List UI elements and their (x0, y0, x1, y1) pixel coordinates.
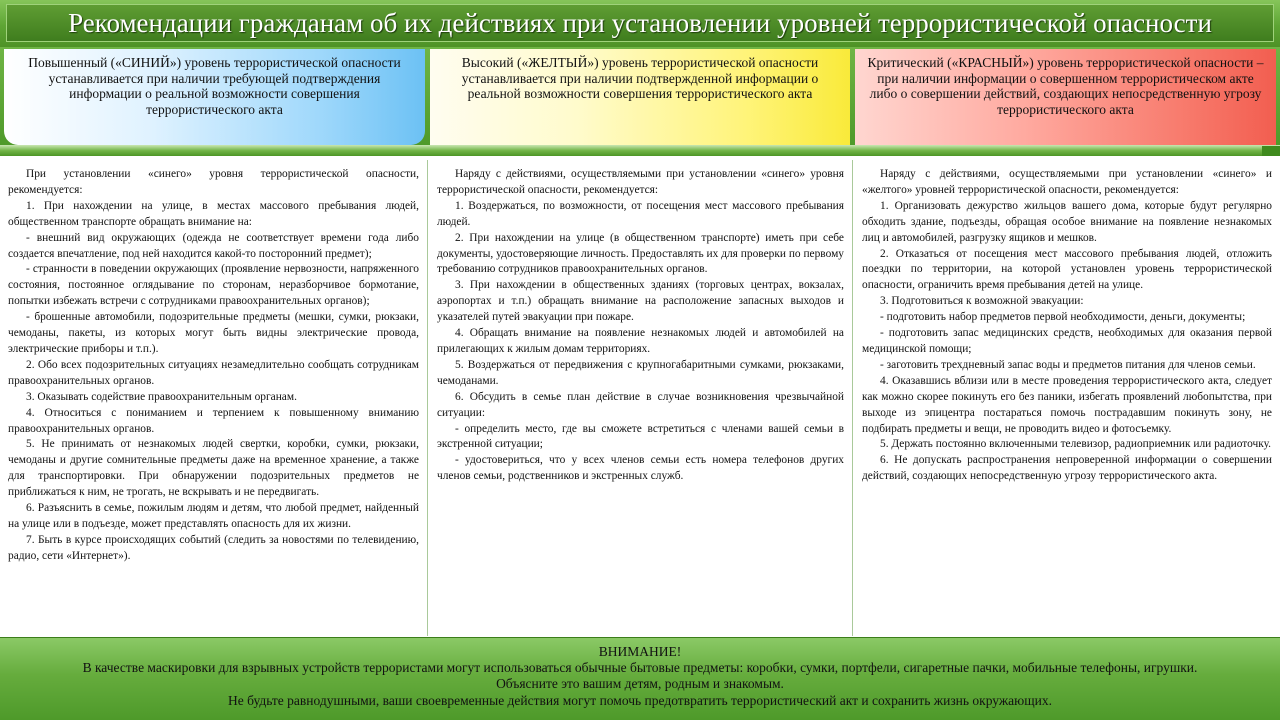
paragraph: 1. Организовать дежурство жильцов вашего дома, которые будут регулярно обходить здание, подъезды, обращая особое внимание на появление незнакомых лиц и автомобилей, разгрузку ящиков и мешков. (862, 199, 1272, 244)
column-red-recommendations (854, 160, 1280, 636)
column-blue-recommendations (0, 160, 428, 636)
warning-panel (0, 637, 1280, 720)
paragraph: Наряду с действиями, осуществляемыми при установлении «синего» уровня террористической опасности, рекомендуется: (437, 168, 844, 196)
paragraph: 5. Не принимать от незнакомых людей свертки, коробки, сумки, рюкзаки, чемоданы и другие сомнительные предметы даже на временное хранение, а также для транспортировки. При обнаружении подозрительных предметов не приближаться к ним, не трогать, не вскрывать и не передвигать. (8, 438, 419, 499)
paragraph: 3. Подготовиться к возможной эвакуации: (880, 295, 1084, 308)
paragraph: 2. Отказаться от посещения мест массового пребывания людей, отложить поездки по территории, на которой установлен уровень террористической опасности, ограничить время пребывания детей на улице. (862, 247, 1272, 292)
paragraph: 2. При нахождении на улице (в общественном транспорте) иметь при себе документы, удостоверяющие личность. Предоставлять их для проверки по первому требованию сотрудников правоохранительных органов. (437, 231, 844, 276)
separator-corner (1262, 146, 1280, 156)
paragraph: 3. При нахождении в общественных зданиях (торговых центрах, вокзалах, аэропортах и т.п.) обращать внимание на расположение запасных выходов и указателей путей эвакуации при пожаре. (437, 279, 844, 324)
paragraph: - удостовериться, что у всех членов семьи есть номера телефонов других членов семьи, родственников и экстренных служб. (437, 454, 844, 483)
page-title: Рекомендации гражданам об их действиях при установлении уровней террористической опасности (6, 4, 1274, 42)
paragraph: 5. Воздержаться от передвижения с крупногабаритными сумками, рюкзаками, чемоданами. (437, 358, 844, 387)
paragraph: 4. Относиться с пониманием и терпением к повышенному вниманию правоохранительных органов. (8, 406, 419, 435)
title-band (0, 0, 1280, 47)
paragraph: 3. Оказывать содействие правоохранительным органам. (26, 390, 297, 403)
paragraph: - брошенные автомобили, подозрительные предметы (мешки, сумки, рюкзаки, чемоданы, пакеты, из которых могут быть видны электрические провода, электрические приборы и т.п.). (8, 311, 419, 355)
level-blue-description: Повышенный («СИНИЙ») уровень террористической опасности устанавливается при наличии требующей подтверждения информации о реальной возможности совершения террористического акта (4, 49, 425, 145)
separator-strip (0, 145, 1280, 156)
column-yellow-recommendations (429, 160, 853, 636)
paragraph: 1. Воздержаться, по возможности, от посещения мест массового пребывания людей. (437, 199, 844, 228)
paragraph: 4. Обращать внимание на появление незнакомых людей и автомобилей на прилегающих к жилым домам территориях. (437, 327, 844, 355)
level-red-description: Критический («КРАСНЫЙ») уровень террористической опасности – при наличии информации о совершенном террористическом акте либо о совершении действий, создающих непосредственную угрозу террористического акта (855, 49, 1276, 145)
paragraph: 6. Не допускать распространения непроверенной информации о совершении действий, создающих непосредственную угрозу террористического акта. (862, 454, 1272, 483)
paragraph: - странности в поведении окружающих (проявление нервозности, напряженного состояния, постоянное оглядывание по сторонам, неразборчивое бормотание, попытки избежать встречи с сотрудниками правоохранительных органов); (8, 263, 419, 308)
paragraph: 2. Обо всех подозрительных ситуациях незамедлительно сообщать сотрудникам правоохранительных органов. (8, 358, 419, 387)
paragraph: 7. Быть в курсе происходящих событий (следить за новостями по телевидению, радио, сети «Интернет»). (8, 533, 419, 562)
paragraph: 1. При нахождении на улице, в местах массового пребывания людей, общественном транспорте обращать внимание на: (8, 199, 419, 228)
warning-line: Объясните это вашим детям, родным и знакомым. (496, 676, 784, 692)
paragraph: - подготовить запас медицинских средств, необходимых для оказания первой медицинской помощи; (862, 327, 1272, 355)
paragraph: 6. Разъяснить в семье, пожилым людям и детям, что любой предмет, найденный на улице или в подъезде, может представлять опасность для их жизни. (8, 502, 419, 530)
paragraph: - заготовить трехдневный запас воды и предметов питания для членов семьи. (880, 358, 1256, 371)
paragraph: - определить место, где вы сможете встретиться с членами вашей семьи в экстренной ситуации; (437, 422, 844, 451)
paragraph: - подготовить набор предметов первой необходимости, деньги, документы; (880, 311, 1246, 324)
paragraph: 4. Оказавшись вблизи или в месте проведения террористического акта, следует как можно скорее покинуть его без паники, избегать проявлений любопытства, при выходе из эпицентра постараться помочь пострадавшим покинуть зону, не подбирать предметы и вещи, не проводить видео и фотосъемку. (862, 374, 1272, 435)
paragraph: Наряду с действиями, осуществляемыми при установлении «синего» и «желтого» уровней террористической опасности, рекомендуется: (862, 168, 1272, 196)
warning-heading: ВНИМАНИЕ! (598, 644, 682, 659)
warning-line: Не будьте равнодушными, ваши своевременные действия могут помочь предотвратить террористический акт и сохранить жизнь окружающих. (227, 692, 1053, 708)
paragraph: - внешний вид окружающих (одежда не соответствует времени года либо создается впечатление, под ней находится какой-то посторонний предмет); (8, 231, 419, 260)
paragraph: 5. Держать постоянно включенными телевизор, радиоприемник или радиоточку. (880, 438, 1272, 451)
warning-line: В качестве маскировки для взрывных устройств террористами могут использоваться обычные бытовые предметы: коробки, сумки, портфели, сигаретные пачки, мобильные телефоны, игрушки. (82, 660, 1198, 676)
paragraph: При установлении «синего» уровня террористической опасности, рекомендуется: (8, 168, 419, 196)
level-yellow-description: Высокий («ЖЕЛТЫЙ») уровень террористической опасности устанавливается при наличии подтвержденной информации о реальной возможности совершения террористического акта (430, 49, 850, 145)
paragraph: 6. Обсудить в семье план действие в случае возникновения чрезвычайной ситуации: (437, 390, 844, 419)
